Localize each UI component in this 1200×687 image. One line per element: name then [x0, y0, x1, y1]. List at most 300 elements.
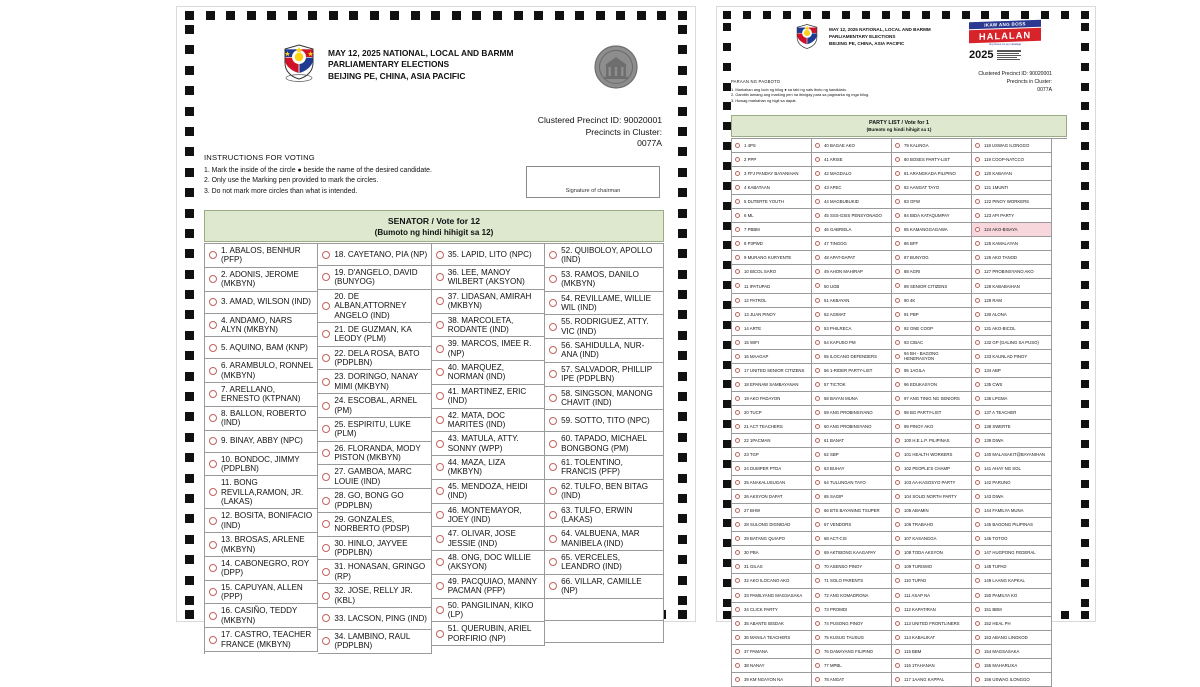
- vote-oval[interactable]: [735, 621, 740, 626]
- senator-candidate-row[interactable]: [432, 622, 545, 646]
- partylist-candidate-row[interactable]: [972, 294, 1052, 308]
- partylist-candidate-row[interactable]: [812, 265, 892, 279]
- partylist-candidate-row[interactable]: [732, 209, 812, 223]
- partylist-candidate-row[interactable]: [732, 560, 812, 574]
- senator-candidate-row[interactable]: [318, 560, 431, 584]
- vote-oval[interactable]: [436, 392, 444, 400]
- senator-candidate-row[interactable]: [432, 290, 545, 314]
- vote-oval[interactable]: [975, 593, 980, 598]
- vote-oval[interactable]: [735, 480, 740, 485]
- vote-oval[interactable]: [436, 345, 444, 353]
- partylist-candidate-row[interactable]: [972, 350, 1052, 364]
- partylist-candidate-row[interactable]: [732, 490, 812, 504]
- vote-oval[interactable]: [895, 635, 900, 640]
- partylist-candidate-row[interactable]: [972, 406, 1052, 420]
- vote-oval[interactable]: [975, 382, 980, 387]
- partylist-candidate-row[interactable]: [812, 420, 892, 434]
- partylist-candidate-row[interactable]: [812, 532, 892, 546]
- vote-oval[interactable]: [895, 522, 900, 527]
- vote-oval[interactable]: [975, 466, 980, 471]
- vote-oval[interactable]: [895, 564, 900, 569]
- senator-candidate-row[interactable]: [432, 361, 545, 385]
- partylist-candidate-row[interactable]: [812, 378, 892, 392]
- vote-oval[interactable]: [895, 578, 900, 583]
- vote-oval[interactable]: [895, 255, 900, 260]
- vote-oval[interactable]: [735, 424, 740, 429]
- vote-oval[interactable]: [322, 614, 330, 622]
- partylist-candidate-row[interactable]: [972, 560, 1052, 574]
- partylist-candidate-row[interactable]: [732, 645, 812, 659]
- vote-oval[interactable]: [735, 593, 740, 598]
- vote-oval[interactable]: [895, 227, 900, 232]
- senator-candidate-row[interactable]: [205, 476, 318, 509]
- vote-oval[interactable]: [735, 312, 740, 317]
- partylist-candidate-row[interactable]: [732, 223, 812, 237]
- vote-oval[interactable]: [975, 635, 980, 640]
- senator-candidate-row[interactable]: [545, 432, 664, 456]
- partylist-candidate-row[interactable]: [892, 603, 972, 617]
- senator-candidate-row[interactable]: [432, 575, 545, 599]
- vote-oval[interactable]: [975, 255, 980, 260]
- partylist-candidate-row[interactable]: [972, 378, 1052, 392]
- vote-oval[interactable]: [895, 550, 900, 555]
- senator-candidate-row[interactable]: [545, 551, 664, 575]
- vote-oval[interactable]: [209, 321, 217, 329]
- vote-oval[interactable]: [895, 536, 900, 541]
- vote-oval[interactable]: [735, 326, 740, 331]
- partylist-candidate-row[interactable]: [732, 167, 812, 181]
- partylist-candidate-row[interactable]: [732, 574, 812, 588]
- vote-oval[interactable]: [975, 494, 980, 499]
- vote-oval[interactable]: [815, 396, 820, 401]
- vote-oval[interactable]: [975, 312, 980, 317]
- vote-oval[interactable]: [735, 508, 740, 513]
- senator-candidate-row[interactable]: [545, 575, 664, 599]
- partylist-candidate-row[interactable]: [972, 603, 1052, 617]
- partylist-candidate-row[interactable]: [732, 659, 812, 673]
- partylist-candidate-row[interactable]: [892, 546, 972, 560]
- vote-oval[interactable]: [209, 488, 217, 496]
- partylist-candidate-row[interactable]: [732, 336, 812, 350]
- partylist-candidate-row[interactable]: [812, 589, 892, 603]
- vote-oval[interactable]: [975, 424, 980, 429]
- vote-oval[interactable]: [975, 480, 980, 485]
- partylist-candidate-row[interactable]: [892, 490, 972, 504]
- vote-oval[interactable]: [975, 157, 980, 162]
- senator-candidate-row[interactable]: [205, 557, 318, 581]
- vote-oval[interactable]: [436, 558, 444, 566]
- partylist-candidate-row[interactable]: [892, 350, 972, 364]
- vote-oval[interactable]: [322, 497, 330, 505]
- senator-candidate-row[interactable]: [545, 387, 664, 411]
- vote-oval[interactable]: [975, 410, 980, 415]
- vote-oval[interactable]: [436, 511, 444, 519]
- vote-oval[interactable]: [549, 323, 557, 331]
- partylist-candidate-row[interactable]: [812, 308, 892, 322]
- partylist-candidate-row[interactable]: [812, 167, 892, 181]
- partylist-candidate-row[interactable]: [812, 392, 892, 406]
- vote-oval[interactable]: [975, 283, 980, 288]
- senator-candidate-row[interactable]: [205, 337, 318, 359]
- senator-candidate-row[interactable]: [205, 533, 318, 557]
- vote-oval[interactable]: [436, 321, 444, 329]
- vote-oval[interactable]: [975, 508, 980, 513]
- vote-oval[interactable]: [815, 480, 820, 485]
- vote-oval[interactable]: [895, 157, 900, 162]
- vote-oval[interactable]: [815, 283, 820, 288]
- vote-oval[interactable]: [436, 582, 444, 590]
- vote-oval[interactable]: [815, 564, 820, 569]
- vote-oval[interactable]: [815, 171, 820, 176]
- partylist-candidate-row[interactable]: [892, 223, 972, 237]
- vote-oval[interactable]: [209, 541, 217, 549]
- senator-candidate-row[interactable]: [432, 456, 545, 480]
- partylist-candidate-row[interactable]: [732, 448, 812, 462]
- vote-oval[interactable]: [975, 607, 980, 612]
- vote-oval[interactable]: [815, 677, 820, 682]
- vote-oval[interactable]: [815, 326, 820, 331]
- senator-candidate-row[interactable]: [432, 266, 545, 290]
- partylist-candidate-row[interactable]: [732, 308, 812, 322]
- vote-oval[interactable]: [322, 568, 330, 576]
- vote-oval[interactable]: [735, 241, 740, 246]
- vote-oval[interactable]: [209, 275, 217, 283]
- partylist-candidate-row[interactable]: [972, 392, 1052, 406]
- partylist-candidate-row[interactable]: [732, 392, 812, 406]
- vote-oval[interactable]: [735, 368, 740, 373]
- partylist-candidate-row[interactable]: [972, 546, 1052, 560]
- partylist-candidate-row[interactable]: [732, 294, 812, 308]
- partylist-candidate-row[interactable]: [812, 294, 892, 308]
- partylist-candidate-row[interactable]: [972, 308, 1052, 322]
- partylist-candidate-row[interactable]: [972, 434, 1052, 448]
- vote-oval[interactable]: [549, 417, 557, 425]
- vote-oval[interactable]: [815, 494, 820, 499]
- vote-oval[interactable]: [436, 368, 444, 376]
- partylist-candidate-row[interactable]: [972, 237, 1052, 251]
- senator-candidate-row[interactable]: [318, 442, 431, 466]
- vote-oval[interactable]: [815, 522, 820, 527]
- signature-of-chairman-box[interactable]: [526, 166, 660, 198]
- partylist-candidate-row[interactable]: [972, 364, 1052, 378]
- partylist-candidate-row[interactable]: [732, 434, 812, 448]
- senator-candidate-row[interactable]: [432, 337, 545, 361]
- vote-oval[interactable]: [735, 255, 740, 260]
- partylist-candidate-row[interactable]: [732, 603, 812, 617]
- vote-oval[interactable]: [735, 452, 740, 457]
- vote-oval[interactable]: [549, 535, 557, 543]
- senator-candidate-row[interactable]: [318, 290, 431, 323]
- partylist-candidate-row[interactable]: [972, 673, 1052, 687]
- vote-oval[interactable]: [815, 466, 820, 471]
- vote-oval[interactable]: [322, 354, 330, 362]
- senator-candidate-row[interactable]: [318, 513, 431, 537]
- partylist-candidate-row[interactable]: [892, 237, 972, 251]
- senator-candidate-row[interactable]: [205, 383, 318, 407]
- vote-oval[interactable]: [975, 578, 980, 583]
- senator-candidate-row[interactable]: [318, 323, 431, 347]
- partylist-candidate-row[interactable]: [972, 420, 1052, 434]
- vote-oval[interactable]: [895, 326, 900, 331]
- senator-candidate-row[interactable]: [205, 407, 318, 431]
- vote-oval[interactable]: [322, 251, 330, 259]
- partylist-candidate-row[interactable]: [892, 153, 972, 167]
- senator-candidate-row[interactable]: [432, 599, 545, 623]
- vote-oval[interactable]: [209, 344, 217, 352]
- vote-oval[interactable]: [735, 340, 740, 345]
- partylist-candidate-row[interactable]: [972, 504, 1052, 518]
- senator-candidate-row[interactable]: [432, 314, 545, 338]
- senator-candidate-row[interactable]: [432, 409, 545, 433]
- senator-candidate-row[interactable]: [432, 385, 545, 409]
- senator-candidate-row[interactable]: [318, 537, 431, 561]
- partylist-candidate-row[interactable]: [892, 560, 972, 574]
- partylist-candidate-row[interactable]: [812, 153, 892, 167]
- vote-oval[interactable]: [209, 298, 217, 306]
- vote-oval[interactable]: [975, 663, 980, 668]
- vote-oval[interactable]: [436, 251, 444, 259]
- senator-candidate-row[interactable]: [545, 480, 664, 504]
- senator-candidate-row[interactable]: [545, 504, 664, 528]
- senator-candidate-row[interactable]: [545, 339, 664, 363]
- partylist-candidate-row[interactable]: [972, 659, 1052, 673]
- senator-candidate-row[interactable]: [318, 489, 431, 513]
- vote-oval[interactable]: [436, 416, 444, 424]
- vote-oval[interactable]: [549, 275, 557, 283]
- vote-oval[interactable]: [895, 480, 900, 485]
- vote-oval[interactable]: [322, 425, 330, 433]
- vote-oval[interactable]: [895, 298, 900, 303]
- vote-oval[interactable]: [815, 663, 820, 668]
- partylist-candidate-row[interactable]: [972, 462, 1052, 476]
- partylist-candidate-row[interactable]: [892, 251, 972, 265]
- senator-candidate-row[interactable]: [432, 432, 545, 456]
- senator-candidate-row[interactable]: [318, 584, 431, 608]
- partylist-candidate-row[interactable]: [812, 434, 892, 448]
- vote-oval[interactable]: [975, 298, 980, 303]
- vote-oval[interactable]: [975, 536, 980, 541]
- vote-oval[interactable]: [436, 535, 444, 543]
- vote-oval[interactable]: [209, 437, 217, 445]
- vote-oval[interactable]: [209, 636, 217, 644]
- vote-oval[interactable]: [975, 269, 980, 274]
- partylist-candidate-row[interactable]: [732, 265, 812, 279]
- partylist-candidate-row[interactable]: [732, 153, 812, 167]
- partylist-candidate-row[interactable]: [892, 336, 972, 350]
- vote-oval[interactable]: [895, 410, 900, 415]
- partylist-candidate-row[interactable]: [972, 490, 1052, 504]
- senator-candidate-row[interactable]: [318, 370, 431, 394]
- vote-oval[interactable]: [735, 396, 740, 401]
- vote-oval[interactable]: [895, 185, 900, 190]
- vote-oval[interactable]: [549, 487, 557, 495]
- partylist-candidate-row[interactable]: [732, 364, 812, 378]
- partylist-candidate-row[interactable]: [732, 673, 812, 687]
- partylist-candidate-row[interactable]: [812, 462, 892, 476]
- vote-oval[interactable]: [735, 171, 740, 176]
- partylist-candidate-row[interactable]: [732, 237, 812, 251]
- partylist-candidate-row[interactable]: [812, 490, 892, 504]
- partylist-candidate-row[interactable]: [972, 322, 1052, 336]
- partylist-candidate-row[interactable]: [732, 139, 812, 153]
- senator-candidate-row[interactable]: [432, 527, 545, 551]
- vote-oval[interactable]: [895, 593, 900, 598]
- vote-oval[interactable]: [735, 283, 740, 288]
- vote-oval[interactable]: [322, 637, 330, 645]
- partylist-candidate-row[interactable]: [812, 645, 892, 659]
- vote-oval[interactable]: [815, 649, 820, 654]
- vote-oval[interactable]: [815, 340, 820, 345]
- vote-oval[interactable]: [895, 677, 900, 682]
- vote-oval[interactable]: [735, 550, 740, 555]
- partylist-candidate-row[interactable]: [732, 631, 812, 645]
- vote-oval[interactable]: [895, 621, 900, 626]
- partylist-candidate-row[interactable]: [812, 574, 892, 588]
- vote-oval[interactable]: [975, 185, 980, 190]
- partylist-candidate-row[interactable]: [972, 476, 1052, 490]
- partylist-candidate-row[interactable]: [812, 603, 892, 617]
- partylist-candidate-row[interactable]: [812, 251, 892, 265]
- partylist-candidate-row[interactable]: [972, 631, 1052, 645]
- partylist-candidate-row[interactable]: [892, 617, 972, 631]
- partylist-candidate-row[interactable]: [812, 504, 892, 518]
- vote-oval[interactable]: [895, 143, 900, 148]
- vote-oval[interactable]: [549, 582, 557, 590]
- senator-candidate-row[interactable]: [545, 456, 664, 480]
- partylist-candidate-row[interactable]: [732, 518, 812, 532]
- partylist-candidate-row[interactable]: [972, 251, 1052, 265]
- partylist-candidate-row[interactable]: [892, 462, 972, 476]
- partylist-candidate-row[interactable]: [892, 574, 972, 588]
- partylist-candidate-row[interactable]: [892, 631, 972, 645]
- senator-candidate-row[interactable]: [318, 394, 431, 418]
- vote-oval[interactable]: [895, 649, 900, 654]
- vote-oval[interactable]: [815, 185, 820, 190]
- partylist-candidate-row[interactable]: [892, 673, 972, 687]
- partylist-candidate-row[interactable]: [972, 279, 1052, 293]
- vote-oval[interactable]: [815, 199, 820, 204]
- senator-candidate-row[interactable]: [205, 453, 318, 477]
- senator-candidate-row[interactable]: [432, 551, 545, 575]
- senator-candidate-row[interactable]: [318, 608, 431, 630]
- partylist-candidate-row[interactable]: [892, 406, 972, 420]
- partylist-candidate-row[interactable]: [972, 336, 1052, 350]
- partylist-candidate-row[interactable]: [892, 392, 972, 406]
- senator-candidate-row[interactable]: [318, 630, 431, 654]
- partylist-candidate-row[interactable]: [892, 167, 972, 181]
- partylist-candidate-row[interactable]: [892, 504, 972, 518]
- senator-candidate-row[interactable]: [318, 465, 431, 489]
- vote-oval[interactable]: [735, 213, 740, 218]
- vote-oval[interactable]: [815, 227, 820, 232]
- partylist-candidate-row[interactable]: [892, 532, 972, 546]
- senator-candidate-row[interactable]: [545, 363, 664, 387]
- partylist-candidate-row[interactable]: [892, 378, 972, 392]
- vote-oval[interactable]: [815, 143, 820, 148]
- senator-candidate-row[interactable]: [205, 314, 318, 338]
- partylist-candidate-row[interactable]: [812, 617, 892, 631]
- senator-candidate-row[interactable]: [205, 604, 318, 628]
- senator-candidate-row[interactable]: [318, 244, 431, 266]
- vote-oval[interactable]: [975, 649, 980, 654]
- vote-oval[interactable]: [436, 606, 444, 614]
- vote-oval[interactable]: [815, 424, 820, 429]
- vote-oval[interactable]: [975, 326, 980, 331]
- partylist-candidate-row[interactable]: [812, 181, 892, 195]
- vote-oval[interactable]: [895, 213, 900, 218]
- vote-oval[interactable]: [549, 370, 557, 378]
- vote-oval[interactable]: [815, 312, 820, 317]
- vote-oval[interactable]: [895, 396, 900, 401]
- partylist-candidate-row[interactable]: [812, 673, 892, 687]
- vote-oval[interactable]: [436, 297, 444, 305]
- partylist-candidate-row[interactable]: [972, 167, 1052, 181]
- vote-oval[interactable]: [895, 494, 900, 499]
- vote-oval[interactable]: [975, 227, 980, 232]
- partylist-candidate-row[interactable]: [972, 589, 1052, 603]
- partylist-candidate-row[interactable]: [812, 350, 892, 364]
- vote-oval[interactable]: [895, 508, 900, 513]
- partylist-candidate-row[interactable]: [812, 279, 892, 293]
- vote-oval[interactable]: [975, 564, 980, 569]
- vote-oval[interactable]: [895, 438, 900, 443]
- vote-oval[interactable]: [975, 213, 980, 218]
- vote-oval[interactable]: [815, 550, 820, 555]
- partylist-candidate-row[interactable]: [892, 434, 972, 448]
- vote-oval[interactable]: [735, 663, 740, 668]
- vote-oval[interactable]: [436, 273, 444, 281]
- partylist-candidate-row[interactable]: [732, 589, 812, 603]
- vote-oval[interactable]: [209, 460, 217, 468]
- vote-oval[interactable]: [209, 367, 217, 375]
- vote-oval[interactable]: [895, 269, 900, 274]
- partylist-candidate-row[interactable]: [732, 420, 812, 434]
- partylist-candidate-row[interactable]: [892, 448, 972, 462]
- partylist-candidate-row[interactable]: [812, 336, 892, 350]
- vote-oval[interactable]: [895, 312, 900, 317]
- vote-oval[interactable]: [735, 677, 740, 682]
- senator-candidate-row[interactable]: [545, 315, 664, 339]
- partylist-candidate-row[interactable]: [972, 448, 1052, 462]
- vote-oval[interactable]: [735, 157, 740, 162]
- vote-oval[interactable]: [895, 368, 900, 373]
- partylist-candidate-row[interactable]: [812, 139, 892, 153]
- vote-oval[interactable]: [815, 382, 820, 387]
- senator-candidate-row[interactable]: [205, 431, 318, 453]
- partylist-candidate-row[interactable]: [732, 195, 812, 209]
- vote-oval[interactable]: [209, 390, 217, 398]
- vote-oval[interactable]: [549, 440, 557, 448]
- vote-oval[interactable]: [895, 340, 900, 345]
- partylist-candidate-row[interactable]: [892, 209, 972, 223]
- vote-oval[interactable]: [975, 340, 980, 345]
- partylist-candidate-row[interactable]: [972, 645, 1052, 659]
- vote-oval[interactable]: [209, 588, 217, 596]
- senator-candidate-row[interactable]: [205, 268, 318, 292]
- vote-oval[interactable]: [895, 354, 900, 359]
- vote-oval[interactable]: [735, 227, 740, 232]
- partylist-candidate-row[interactable]: [812, 546, 892, 560]
- vote-oval[interactable]: [975, 171, 980, 176]
- vote-oval[interactable]: [815, 621, 820, 626]
- vote-oval[interactable]: [975, 396, 980, 401]
- partylist-candidate-row[interactable]: [892, 589, 972, 603]
- partylist-candidate-row[interactable]: [812, 659, 892, 673]
- vote-oval[interactable]: [815, 410, 820, 415]
- vote-oval[interactable]: [735, 564, 740, 569]
- partylist-candidate-row[interactable]: [972, 195, 1052, 209]
- partylist-candidate-row[interactable]: [892, 645, 972, 659]
